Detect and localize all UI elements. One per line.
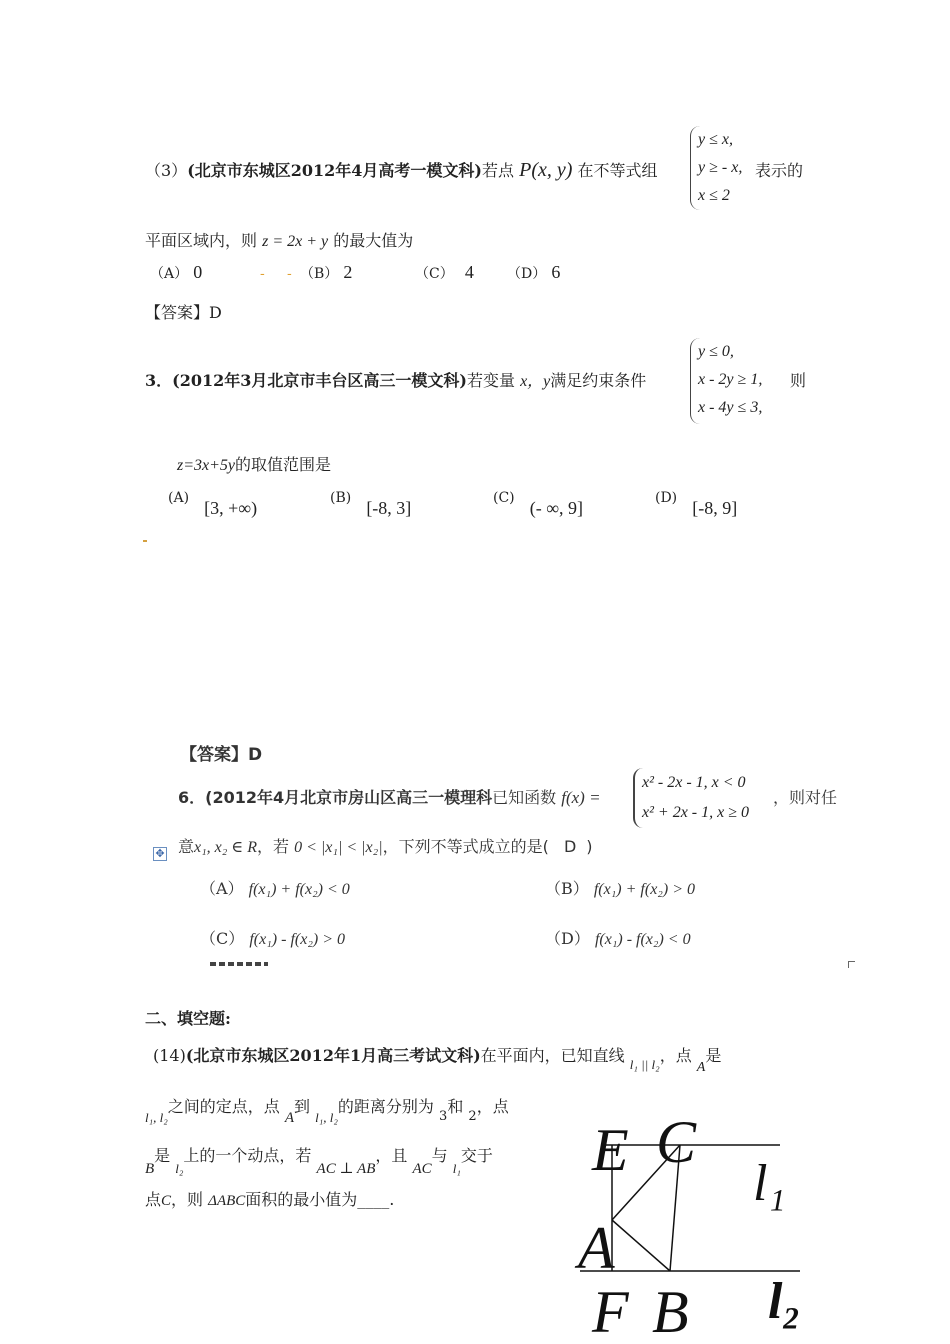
q3-text-a: 已知函数 xyxy=(492,788,557,807)
q1-text-b: 在不等式组 xyxy=(577,161,658,180)
q3-source: (2012年4月北京市房山区高三一模理科 xyxy=(205,788,493,807)
q4-line2-m2: l₁, l₂ xyxy=(315,1110,338,1125)
q2-stem-line-2 xyxy=(177,452,331,475)
q2-text-c: 则 xyxy=(790,371,807,390)
q3-answer: 【答案】D xyxy=(180,745,263,765)
q2-option-d-label: (D) xyxy=(655,490,678,506)
q1-prefix: （3） xyxy=(145,161,188,180)
q3-text-b: ，则对任 xyxy=(773,788,838,807)
q4-line3-a: 是 xyxy=(154,1146,171,1165)
q1-point: P(x, y) xyxy=(519,159,573,181)
q3-line2-a: 意 xyxy=(178,837,195,856)
q4-stem-line-2 xyxy=(145,1094,509,1126)
q4-source: (北京市东城区2012年1月高三考试文科) xyxy=(185,1046,481,1065)
q4-d1: 3 xyxy=(439,1109,448,1124)
q2-text-b: 满足约束条件 xyxy=(550,371,647,390)
q2-option-c-label: (C) xyxy=(493,490,515,506)
q4-line2-d: 和 xyxy=(447,1097,464,1116)
q1-option-a xyxy=(150,262,202,283)
label-l2: l₂ xyxy=(768,1273,801,1330)
q4-line4-pt: C xyxy=(161,1193,172,1209)
q3-line2-d: ，下列不等式成立的是( xyxy=(382,837,549,856)
q4-text-a: 在平面内，已知直线 xyxy=(480,1046,625,1065)
q4-line3-d: 与 xyxy=(431,1146,448,1165)
q3-option-c-label: （C） xyxy=(200,929,245,948)
q4-line4-a: 点 xyxy=(145,1190,162,1209)
q2-option-a xyxy=(168,490,258,518)
q4-line2-m1: l₁, l₂ xyxy=(145,1110,168,1125)
q4-line3-l: l₂ xyxy=(175,1161,184,1176)
q3-option-d-label: （D） xyxy=(545,929,590,948)
q3-option-b xyxy=(545,876,695,899)
q2-constraint-system xyxy=(690,338,762,424)
label-C: C xyxy=(656,1109,697,1175)
corner-mark xyxy=(848,961,855,968)
q2-sys-row-3: x - 4y ≤ 3, xyxy=(698,399,763,416)
q2-option-c-value: (- ∞, 9] xyxy=(529,498,584,518)
q4-lines-par: l₁ || l₂ xyxy=(629,1057,660,1072)
q4-line2-c: 的距离分别为 xyxy=(337,1097,434,1116)
expand-handle-icon[interactable]: ✥ xyxy=(153,847,167,861)
q2-stray-mark xyxy=(143,540,147,542)
q3-option-a-value: f(x₁) + f(x₂) < 0 xyxy=(248,881,350,898)
q4-line2-pt: A xyxy=(284,1110,295,1126)
q4-pt-a: A xyxy=(696,1060,706,1075)
q2-option-b xyxy=(330,490,412,518)
q2-line2-expr: z=3x+5y xyxy=(177,457,236,474)
q4-stem-line xyxy=(153,1043,722,1075)
q4-line3-m2: AC xyxy=(412,1161,432,1177)
q1-stem-line-2 xyxy=(145,228,413,251)
q4-text-c: 是 xyxy=(705,1046,722,1065)
q1-option-b-value: 2 xyxy=(343,262,353,282)
q1-option-c-value: 4 xyxy=(464,262,474,282)
q2-option-b-value: [-8, 3] xyxy=(366,498,412,518)
segment-AB xyxy=(612,1220,670,1271)
q1-expr: z = 2x + y xyxy=(262,233,329,250)
q3-option-a xyxy=(200,876,350,899)
q1-option-d xyxy=(507,262,560,283)
q3-stem-line xyxy=(178,785,601,808)
q1-mark-dash: - - xyxy=(260,266,292,282)
q3-line2-m: x₁, x₂ ∈ R xyxy=(194,839,257,856)
q3-option-d-value: f(x₁) - f(x₂) < 0 xyxy=(594,931,691,948)
q3-option-b-label: （B） xyxy=(545,879,589,898)
cut-off-text-fragment xyxy=(210,962,268,966)
label-E: E xyxy=(592,1117,629,1183)
q1-sys-row-3: x ≤ 2 xyxy=(698,187,730,204)
q4-line4-c: 面积的最小值为____. xyxy=(245,1190,395,1209)
q2-vars: x，y xyxy=(520,373,551,390)
q2-option-c xyxy=(493,490,584,518)
q3-option-b-value: f(x₁) + f(x₂) > 0 xyxy=(593,881,695,898)
q1-source: (北京市东城区2012年4月高考一模文科) xyxy=(187,161,482,180)
q3-line2-ans: D xyxy=(563,837,577,856)
q4-line3-c: ，且 xyxy=(375,1146,408,1165)
q4-line3-l1: l₁ xyxy=(452,1161,461,1176)
q1-option-a-value: 0 xyxy=(193,262,203,282)
q3-piece-1: x² - 2x - 1, x < 0 xyxy=(642,774,746,791)
q4-line4-m: ΔABC xyxy=(208,1193,246,1209)
q3-option-a-label: （A） xyxy=(200,879,244,898)
q1-option-d-value: 6 xyxy=(551,262,561,282)
q2-sys-row-1: y ≤ 0, xyxy=(698,343,734,360)
q4-stem-line-3 xyxy=(145,1143,493,1177)
q1-text-c: 表示的 xyxy=(755,161,804,180)
q3-line2-b: ，若 xyxy=(256,837,289,856)
q1-option-b xyxy=(300,262,352,283)
q3-func: f(x) = xyxy=(561,788,601,807)
q1-option-c-label: （C） xyxy=(415,266,454,282)
q4-line4-b: ，则 xyxy=(171,1190,204,1209)
q3-option-c-value: f(x₁) - f(x₂) > 0 xyxy=(249,931,345,948)
section-heading: 二、填空题: xyxy=(145,1009,231,1028)
q4-line3-b: 上的一个动点，若 xyxy=(183,1146,312,1165)
q2-option-d-value: [-8, 9] xyxy=(692,498,738,518)
q4-line2-b: 到 xyxy=(294,1097,311,1116)
q4-line3-e: 交于 xyxy=(460,1146,493,1165)
q1-line2-end: 的最大值为 xyxy=(333,231,414,250)
q1-text-a: 若点 xyxy=(482,161,515,180)
q1-stem-line xyxy=(145,158,658,182)
q4-text-b: ，点 xyxy=(659,1046,692,1065)
q4-line2-e: ，点 xyxy=(476,1097,509,1116)
q4-line2-a: 之间的定点，点 xyxy=(167,1097,280,1116)
q4-d2: 2 xyxy=(468,1109,477,1124)
q3-option-d xyxy=(545,926,691,949)
q2-stem-line xyxy=(145,368,646,391)
q3-stem-line-2 xyxy=(178,834,593,857)
q1-option-a-label: （A） xyxy=(150,266,189,282)
q2-option-b-label: (B) xyxy=(330,490,352,506)
q4-line3-m1: AC ⊥ AB xyxy=(316,1161,376,1177)
q1-sys-row-2: y ≥ - x, xyxy=(698,159,743,176)
q2-source: (2012年3月北京市丰台区高三一模文科) xyxy=(172,371,467,390)
q1-option-d-label: （D） xyxy=(507,266,547,282)
q1-answer: 【答案】D xyxy=(145,303,222,322)
label-A: A xyxy=(578,1215,615,1281)
q3-line2-c: 0 < |x₁| < |x₂| xyxy=(294,839,383,856)
q2-option-a-label: (A) xyxy=(168,490,190,506)
q1-option-b-label: （B） xyxy=(300,266,339,282)
q3-piece-2: x² + 2x - 1, x ≥ 0 xyxy=(642,804,750,821)
geometry-figure xyxy=(570,1100,830,1344)
q2-prefix: 3． xyxy=(145,371,173,390)
q2-option-a-value: [3, +∞) xyxy=(204,498,258,518)
label-l1: l₁ xyxy=(753,1155,786,1212)
q3-option-c xyxy=(200,926,345,949)
q4-prefix: (14) xyxy=(153,1046,186,1065)
q1-inequality-system xyxy=(690,126,742,210)
q3-line2-close: ) xyxy=(586,837,593,856)
q4-line3-pt: B xyxy=(145,1161,155,1177)
label-B: B xyxy=(652,1279,689,1344)
q4-stem-line-4 xyxy=(145,1187,394,1210)
q2-line2-end: 的取值范围是 xyxy=(235,455,332,474)
q3-prefix: 6． xyxy=(178,788,206,807)
q2-option-d xyxy=(655,490,738,518)
label-F: F xyxy=(592,1279,629,1344)
q2-text-a: 若变量 xyxy=(466,371,515,390)
q1-sys-row-1: y ≤ x, xyxy=(698,131,733,148)
q1-option-c xyxy=(415,262,474,283)
q3-piecewise xyxy=(633,768,749,828)
q2-sys-row-2: x - 2y ≥ 1, xyxy=(698,371,763,388)
q1-line2: 平面区域内，则 xyxy=(145,231,258,250)
